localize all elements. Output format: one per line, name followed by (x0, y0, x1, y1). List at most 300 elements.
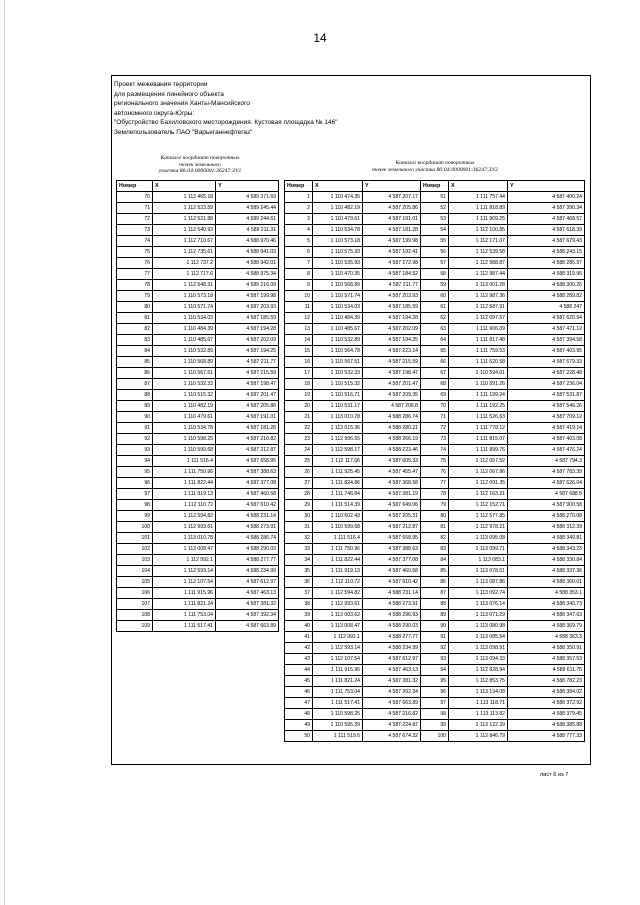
cell-number: 104 (117, 566, 153, 577)
cell-y: 4 587 184.52 (363, 269, 421, 280)
cell-y: 4 587 460.58 (216, 489, 279, 500)
cell-x: 1 111 925.45 (313, 467, 363, 478)
cell-y: 4 588 379.45 (508, 709, 585, 720)
cell-y: 4 587 185.59 (216, 313, 279, 324)
cell-y: 4 587 194.25 (363, 335, 421, 346)
cell-y: 4 587 368.58 (363, 478, 421, 489)
cell-number: 75 (421, 456, 449, 467)
col-header-number: Номер (117, 181, 153, 192)
cell-number: 20 (285, 401, 313, 412)
cell-number: 71 (117, 203, 153, 214)
cell-number: 86 (117, 368, 153, 379)
cell-y: 4 589 371.69 (216, 192, 279, 203)
cell-y: 4 587 463.13 (363, 665, 421, 676)
cell-y: 4 587 381.32 (216, 599, 279, 610)
cell-number: 92 (117, 434, 153, 445)
cell-y: 4 587 203.93 (216, 302, 279, 313)
cell-x: 1 110 515.32 (313, 379, 363, 390)
cell-x: 1 113 098.91 (449, 643, 508, 654)
col-header-y: Y (508, 181, 585, 192)
cell-x: 1 110 573.18 (153, 291, 216, 302)
table-row (285, 346, 585, 357)
cell-y: 4 587 546.26 (508, 401, 585, 412)
cell-number: 17 (285, 368, 313, 379)
table-row (285, 302, 585, 313)
cell-number: 9 (285, 280, 313, 291)
cell-y: 4 587 201.47 (216, 390, 279, 401)
cell-x: 1 112 988.87 (449, 258, 508, 269)
cell-x: 1 112 465.18 (153, 192, 216, 203)
cell-number: 78 (421, 489, 449, 500)
cell-x: 1 110 595.39 (313, 720, 363, 731)
cell-y: 4 588 243.15 (508, 247, 585, 258)
cell-y: 4 588 223.46 (363, 445, 421, 456)
cell-number: 4 (285, 225, 313, 236)
cell-number: 59 (421, 280, 449, 291)
cell-number: 32 (285, 533, 313, 544)
cell-y: 4 587 215.59 (363, 357, 421, 368)
page-number: 14 (313, 31, 327, 45)
cell-x: 1 113 015.36 (313, 423, 363, 434)
cell-y: 4 587 388.63 (216, 467, 279, 478)
cell-y: 4 587 207.17 (363, 192, 421, 203)
cell-y: 4 587 394.58 (508, 335, 585, 346)
cell-x: 1 112 993.61 (313, 599, 363, 610)
cell-number: 93 (117, 445, 153, 456)
cell-number: 98 (421, 709, 449, 720)
cell-number: 82 (117, 324, 153, 335)
cell-number: 38 (285, 599, 313, 610)
cell-number: 40 (285, 621, 313, 632)
cell-y: 4 587 212.87 (363, 522, 421, 533)
caption-line: Каталог координат поворотных (395, 160, 475, 166)
cell-number: 96 (117, 478, 153, 489)
table-row (117, 566, 279, 577)
cell-y: 4 587 194.25 (216, 346, 279, 357)
table-row (117, 192, 279, 203)
table-row (285, 687, 585, 698)
cell-y: 4 587 531.87 (508, 390, 585, 401)
cell-y: 4 587 198.47 (363, 368, 421, 379)
cell-number: 3 (285, 214, 313, 225)
cell-x: 1 110 470.35 (313, 269, 363, 280)
cell-x: 1 112 594.82 (313, 588, 363, 599)
table-row (285, 489, 585, 500)
cell-x: 1 110 534.03 (313, 302, 363, 313)
cell-x: 1 112 067.96 (449, 467, 508, 478)
cell-x: 1 111 520.58 (449, 357, 508, 368)
cell-y: 4 587 403.08 (508, 434, 585, 445)
cell-x: 1 110 598.25 (313, 709, 363, 720)
cell-y: 4 588 363.3 (508, 632, 585, 643)
caption-line: точек земельного (179, 161, 221, 168)
cell-y: 4 588 286.74 (363, 412, 421, 423)
cell-x: 1 111 750.96 (313, 544, 363, 555)
cell-y: 4 587 709.12 (508, 412, 585, 423)
cell-x: 1 110 485.67 (153, 335, 216, 346)
cell-number: 109 (117, 621, 153, 632)
table-row (285, 225, 585, 236)
cell-x: 1 111 519.6 (313, 731, 363, 742)
cell-number: 102 (117, 544, 153, 555)
cell-number: 15 (285, 346, 313, 357)
cell-y: 4 587 216.82 (216, 434, 279, 445)
cell-number: 22 (285, 423, 313, 434)
cell-y: 4 587 185.59 (363, 302, 421, 313)
caption-line: участка 86:04:0000001:36247:ЗУ1 (158, 168, 242, 175)
table-row (117, 478, 279, 489)
cell-y: 4 587 181.28 (363, 225, 421, 236)
cell-y: 4 588 296.93 (363, 610, 421, 621)
table-row (285, 610, 585, 621)
table-row (285, 445, 585, 456)
cell-x: 1 110 599.68 (153, 445, 216, 456)
cell-y: 4 587 610.42 (216, 500, 279, 511)
cell-x: 1 111 778.12 (449, 423, 508, 434)
table-row (285, 280, 585, 291)
cell-x: 1 113 080.98 (449, 621, 508, 632)
cell-y: 4 588 312.39 (508, 522, 585, 533)
table-row (285, 665, 585, 676)
header-line: автономного округа-Югры: (114, 109, 195, 117)
cell-x: 1 110 532.33 (313, 368, 363, 379)
cell-number: 89 (117, 401, 153, 412)
cell-y: 4 587 460.58 (363, 566, 421, 577)
cell-x: 1 112 996.65 (313, 434, 363, 445)
cell-x: 1 111 753.04 (153, 610, 216, 621)
table-row (117, 335, 279, 346)
col-header-x: X (449, 181, 508, 192)
table-row (285, 621, 585, 632)
cell-x: 1 112 521.88 (153, 214, 216, 225)
cell-x: 1 112 993.61 (153, 522, 216, 533)
cell-y: 4 587 688.5 (508, 489, 585, 500)
cell-x: 1 112 100.85 (449, 225, 508, 236)
cell-y: 4 587 476.24 (508, 445, 585, 456)
cell-number: 73 (421, 434, 449, 445)
cell-x: 1 113 095.08 (449, 533, 508, 544)
table-row (285, 632, 585, 643)
cell-x: 1 110 599.68 (313, 522, 363, 533)
cell-y: 4 587 392.34 (363, 687, 421, 698)
table-row (117, 610, 279, 621)
cell-number: 57 (421, 258, 449, 269)
table-row (285, 335, 585, 346)
table-row (117, 269, 279, 280)
cell-x: 1 110 532.89 (153, 346, 216, 357)
cell-x: 1 112 152.71 (449, 500, 508, 511)
cell-y: 4 587 211.77 (216, 357, 279, 368)
cell-x: 1 110 532.89 (313, 335, 363, 346)
right-coordinate-table (284, 180, 585, 742)
table-row (285, 379, 585, 390)
cell-y: 4 587 202.09 (363, 324, 421, 335)
cell-y: 4 587 216.82 (363, 709, 421, 720)
cell-x: 1 111 517.41 (313, 698, 363, 709)
cell-number: 12 (285, 313, 313, 324)
cell-x: 1 111 759.53 (449, 346, 508, 357)
cell-y: 4 587 663.89 (216, 621, 279, 632)
cell-number: 25 (285, 456, 313, 467)
table-row (117, 423, 279, 434)
cell-number: 27 (285, 478, 313, 489)
cell-y: 4 587 455.47 (363, 467, 421, 478)
table-row (285, 258, 585, 269)
cell-x: 1 110 534.78 (153, 423, 216, 434)
cell-y: 4 587 224.87 (363, 720, 421, 731)
cell-x: 1 113 092.74 (449, 588, 508, 599)
cell-x: 1 113 134.08 (449, 687, 508, 698)
cell-y: 4 587 626.04 (508, 478, 585, 489)
cell-x: 1 112 853.75 (449, 676, 508, 687)
cell-y: 4 587 212.87 (216, 445, 279, 456)
cell-number: 77 (421, 478, 449, 489)
cell-x: 1 112 598.17 (313, 445, 363, 456)
cell-y: 4 588 286.74 (216, 533, 279, 544)
cell-y: 4 587 658.95 (363, 533, 421, 544)
cell-y: 4 587 201.47 (363, 379, 421, 390)
cell-x: 1 113 008.47 (153, 544, 216, 555)
cell-y: 4 588 340.73 (508, 599, 585, 610)
cell-x: 1 110 516.71 (313, 390, 363, 401)
cell-y: 4 588 266.19 (363, 434, 421, 445)
cell-y: 4 588 280.21 (363, 423, 421, 434)
table-row (285, 566, 585, 577)
cell-y: 4 587 205.31 (363, 511, 421, 522)
cell-x: 1 110 564.78 (313, 346, 363, 357)
cell-number: 21 (285, 412, 313, 423)
cell-x: 1 113 094.33 (449, 654, 508, 665)
cell-number: 79 (421, 500, 449, 511)
table-row (117, 401, 279, 412)
cell-x: 1 112 523.59 (153, 203, 216, 214)
cell-x: 1 112 577.85 (449, 511, 508, 522)
cell-x: 1 110 532.33 (153, 379, 216, 390)
cell-x: 1 110 479.61 (153, 412, 216, 423)
cell-x: 1 110 571.74 (313, 291, 363, 302)
table-row (117, 434, 279, 445)
cell-y: 4 587 605.33 (363, 456, 421, 467)
cell-x: 1 111 919.13 (313, 566, 363, 577)
cell-number: 50 (285, 731, 313, 742)
table-row (285, 533, 585, 544)
cell-number: 54 (421, 225, 449, 236)
cell-y: 4 587 674.32 (363, 731, 421, 742)
cell-y: 4 587 199.98 (363, 236, 421, 247)
cell-y: 4 587 172.98 (363, 258, 421, 269)
cell-number: 94 (117, 456, 153, 467)
cell-x: 1 110 479.61 (313, 214, 363, 225)
table-row (285, 698, 585, 709)
cell-number: 91 (117, 423, 153, 434)
cell-y: 4 588 234.99 (216, 566, 279, 577)
cell-x: 1 113 001.28 (449, 280, 508, 291)
cell-number: 79 (117, 291, 153, 302)
cell-x: 1 111 746.84 (313, 489, 363, 500)
table-row (117, 390, 279, 401)
table-row (117, 445, 279, 456)
cell-x: 1 110 534.78 (313, 225, 363, 236)
cell-x: 1 112 107.54 (313, 654, 363, 665)
cell-y: 4 588 782.23 (508, 676, 585, 687)
table-row (285, 555, 585, 566)
cell-number: 80 (117, 302, 153, 313)
cell-x: 1 111 919.13 (153, 489, 216, 500)
cell-x: 1 111 906.09 (449, 324, 508, 335)
cell-y: 4 588 273.91 (363, 599, 421, 610)
table-row (117, 346, 279, 357)
cell-y: 4 588 319.96 (508, 269, 585, 280)
cell-x: 1 111 514.39 (313, 500, 363, 511)
cell-y: 4 588 369.79 (508, 621, 585, 632)
table-row (285, 357, 585, 368)
table-row (285, 676, 585, 687)
cell-number: 94 (421, 665, 449, 676)
cell-x: 1 111 750.96 (153, 467, 216, 478)
table-row (285, 478, 585, 489)
cell-y: 4 587 205.86 (363, 203, 421, 214)
cell-number: 16 (285, 357, 313, 368)
cell-y: 4 588 347.63 (508, 610, 585, 621)
cell-x: 1 111 753.04 (313, 687, 363, 698)
cell-number: 84 (117, 346, 153, 357)
cell-number: 46 (285, 687, 313, 698)
table-row (117, 555, 279, 566)
cell-number: 30 (285, 511, 313, 522)
table-row (117, 599, 279, 610)
table-row (285, 203, 585, 214)
header-line: регионального значения Ханты-Мансийского (114, 100, 250, 108)
cell-x: 1 111 516.4 (153, 456, 216, 467)
cell-x: 1 113 076.14 (449, 599, 508, 610)
cell-x: 1 111 899.76 (449, 445, 508, 456)
cell-y: 4 589 216.09 (216, 280, 279, 291)
table-row (117, 533, 279, 544)
cell-x: 1 110 531.17 (313, 401, 363, 412)
cell-y: 4 587 612.97 (216, 577, 279, 588)
cell-x: 1 110 482.19 (153, 401, 216, 412)
cell-number: 58 (421, 269, 449, 280)
cell-number: 18 (285, 379, 313, 390)
cell-x: 1 113 085.54 (449, 632, 508, 643)
table-row (117, 511, 279, 522)
cell-number: 35 (285, 566, 313, 577)
table-row (117, 291, 279, 302)
cell-x: 1 112 717.6 (153, 269, 216, 280)
cell-x: 1 111 821.24 (153, 599, 216, 610)
cell-number: 69 (421, 390, 449, 401)
cell-y: 4 588 337.36 (508, 566, 585, 577)
table-row (285, 401, 585, 412)
cell-x: 1 113 122.39 (449, 720, 508, 731)
cell-y: 4 587 194.28 (363, 313, 421, 324)
cell-y: 4 587 206.8 (363, 401, 421, 412)
cell-y: 4 587 202.09 (216, 335, 279, 346)
cell-y: 4 587 228.48 (508, 368, 585, 379)
cell-y: 4 587 610.42 (363, 577, 421, 588)
cell-y: 4 588 343.23 (508, 544, 585, 555)
table-row (117, 577, 279, 588)
cell-x: 1 113 071.29 (449, 610, 508, 621)
left-coordinate-table (116, 180, 279, 632)
table-row (285, 423, 585, 434)
table-header-row (285, 181, 585, 192)
cell-x: 1 113 113.82 (449, 709, 508, 720)
cell-y: 4 588 247 (508, 302, 585, 313)
cell-y: 4 587 381.19 (363, 489, 421, 500)
table-row (285, 467, 585, 478)
header-line: для размещения линейного объекта (114, 90, 224, 98)
cell-y: 4 587 205.86 (216, 401, 279, 412)
table-row (117, 489, 279, 500)
cell-y: 4 587 390.34 (508, 203, 585, 214)
cell-x: 1 110 594.01 (449, 368, 508, 379)
cell-number: 23 (285, 434, 313, 445)
cell-x: 1 111 817.48 (449, 335, 508, 346)
cell-y: 4 588 353.1 (508, 588, 585, 599)
cell-number: 39 (285, 610, 313, 621)
cell-x: 1 110 515.32 (153, 390, 216, 401)
table-row (117, 368, 279, 379)
left-table-caption (120, 155, 280, 175)
col-header-x: X (313, 181, 363, 192)
cell-y: 4 588 384.02 (508, 687, 585, 698)
cell-number: 78 (117, 280, 153, 291)
cell-number: 10 (285, 291, 313, 302)
cell-number: 34 (285, 555, 313, 566)
table-row (285, 522, 585, 533)
col-header-number: Номер (421, 181, 449, 192)
table-row (285, 291, 585, 302)
cell-number: 1 (285, 192, 313, 203)
scan-edge-line (4, 0, 5, 905)
cell-x: 1 110 567.51 (313, 357, 363, 368)
table-row (285, 269, 585, 280)
table-row (117, 236, 279, 247)
table-row (285, 500, 585, 511)
cell-number: 36 (285, 577, 313, 588)
cell-x: 1 112 828.94 (449, 665, 508, 676)
cell-x: 1 110 484.39 (313, 313, 363, 324)
cell-x: 1 112 057.52 (449, 456, 508, 467)
table-row (285, 456, 585, 467)
cell-number: 26 (285, 467, 313, 478)
table-row (117, 280, 279, 291)
cell-number: 74 (421, 445, 449, 456)
cell-y: 4 587 211.77 (363, 280, 421, 291)
cell-x: 1 111 824.86 (313, 478, 363, 489)
right-table-caption (300, 160, 570, 173)
cell-y: 4 587 381.32 (363, 676, 421, 687)
cell-y: 4 587 463.13 (216, 588, 279, 599)
cell-number: 72 (421, 423, 449, 434)
cell-x: 1 111 192.25 (449, 401, 508, 412)
cell-x: 1 110 568.89 (153, 357, 216, 368)
cell-y: 4 588 349.81 (508, 533, 585, 544)
cell-number: 24 (285, 445, 313, 456)
cell-number: 106 (117, 588, 153, 599)
cell-number: 53 (421, 214, 449, 225)
table-row (285, 643, 585, 654)
cell-y: 4 588 385.88 (508, 720, 585, 731)
cell-number: 93 (421, 654, 449, 665)
header-line: Землепользователь ПАО "Варьеганнефтегаз" (114, 128, 253, 136)
cell-x: 1 110 591.26 (449, 379, 508, 390)
cell-number: 43 (285, 654, 313, 665)
cell-y: 4 588 290.03 (216, 544, 279, 555)
cell-x: 1 113 010.78 (313, 412, 363, 423)
cell-y: 4 587 618.39 (508, 225, 585, 236)
